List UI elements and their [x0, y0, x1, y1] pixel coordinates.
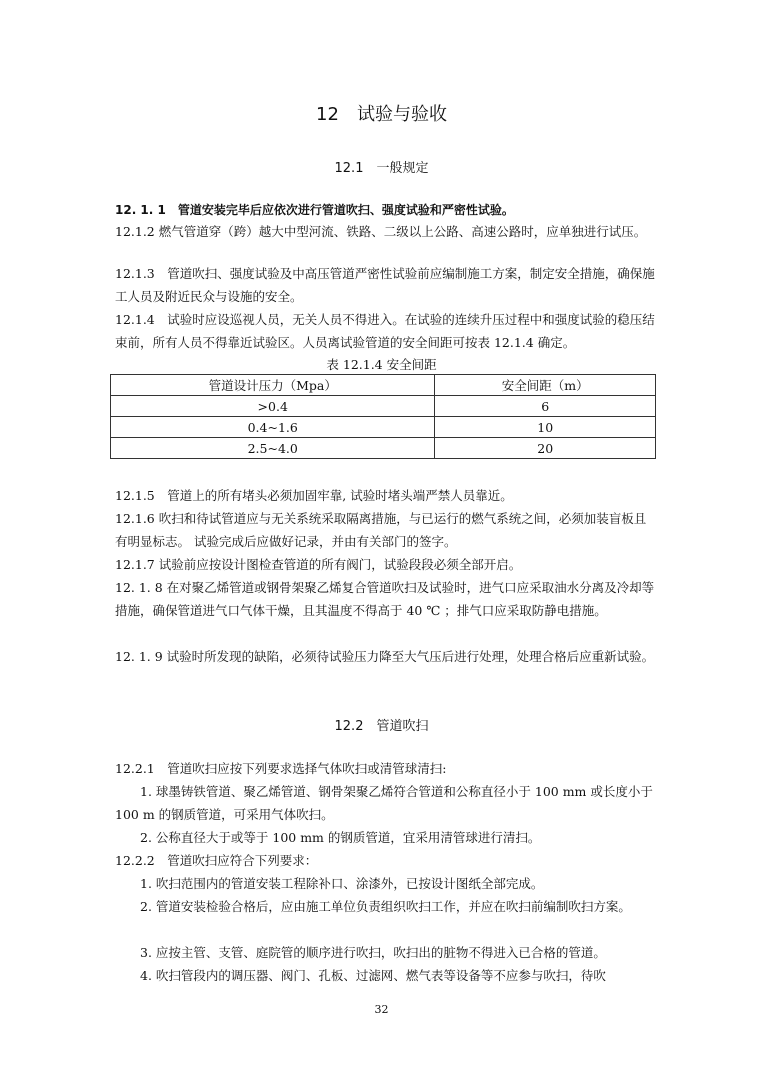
- clause-12-2-1-item-2: 2. 公称直径大于或等于 100 mm 的钢质管道，宜采用清管球进行清扫。: [140, 830, 541, 845]
- clause-12-1-4: 12.1.4 试验时应设巡视人员，无关人员不得进入。在试验的连续升压过程中和强度试验的稳压结束前，所有人员不得靠近试验区。人员离试验管道的安全间距可按表 12.1.4 确定。: [115, 312, 655, 350]
- cell-pressure: 2.5~4.0: [111, 438, 435, 459]
- clause-12-1-3: 12.1.3 管道吹扫、强度试验及中高压管道严密性试验前应编制施工方案，制定安全措施，确保施工人员及附近民众与设施的安全。: [115, 266, 655, 304]
- table-row: [111, 417, 656, 438]
- cell-pressure: 0.4~1.6: [111, 417, 435, 438]
- header-distance: 安全间距（m）: [435, 375, 656, 396]
- clause-12-2-1-item-1: 1. 球墨铸铁管道、聚乙烯管道、钢骨架聚乙烯符合管道和公称直径小于 100 mm 或长度小于 100 m 的钢质管道，可采用气体吹扫。: [115, 784, 653, 822]
- clause-12-2-2-item-1: 1. 吹扫范围内的管道安装工程除补口、涂漆外，已按设计图纸全部完成。: [140, 876, 544, 891]
- clause-12-1-5: 12.1.5 管道上的所有堵头必须加固牢靠, 试验时堵头端严禁人员靠近。: [115, 488, 513, 503]
- cell-distance: 10: [435, 417, 656, 438]
- cell-distance: 20: [435, 438, 656, 459]
- clause-12-1-9: 12. 1. 9 试验时所发现的缺陷，必须待试验压力降至大气压后进行处理，处理合格后应重新试验。: [115, 649, 655, 664]
- safety-distance-table: [110, 374, 656, 459]
- clause-12-2-2-item-4: 4. 吹扫管段内的调压器、阀门、孔板、过滤网、燃气表等设备等不应参与吹扫，待吹: [140, 968, 606, 983]
- table-row: [111, 438, 656, 459]
- table-caption: 表 12.1.4 安全间距: [326, 357, 437, 372]
- clause-12-2-1: 12.2.1 管道吹扫应按下列要求选择气体吹扫或清管球清扫:: [115, 761, 447, 776]
- cell-distance: 6: [435, 396, 656, 417]
- clause-12-2-2: 12.2.2 管道吹扫应符合下列要求：: [115, 853, 318, 868]
- clause-12-2-2-item-3: 3. 应按主管、支管、庭院管的顺序进行吹扫，吹扫出的脏物不得进入已合格的管道。: [140, 945, 606, 960]
- clause-12-1-1: 12. 1. 1 管道安装完毕后应依次进行管道吹扫、强度试验和严密性试验。: [115, 203, 514, 217]
- cell-pressure: >0.4: [111, 396, 435, 417]
- chapter-title: 12 试验与验收: [316, 104, 447, 125]
- clause-12-1-7: 12.1.7 试验前应按设计图检查管道的所有阀门，试验段段必须全部开启。: [115, 557, 522, 572]
- clause-12-2-2-item-2: 2. 管道安装检验合格后，应由施工单位负责组织吹扫工作，并应在吹扫前编制吹扫方案。: [140, 899, 631, 914]
- clause-12-1-6: 12.1.6 吹扫和待试管道应与无关系统采取隔离措施，与已运行的燃气系统之间，必须加装盲板且有明显标志。 试验完成后应做好记录，并由有关部门的签字。: [115, 511, 647, 549]
- table-header-row: [111, 375, 656, 396]
- section-title-12-1: 12.1 一般规定: [334, 161, 429, 176]
- section-title-12-2: 12.2 管道吹扫: [334, 719, 429, 734]
- page-number: 32: [374, 1003, 389, 1016]
- header-pressure: 管道设计压力（Mpa）: [111, 375, 435, 396]
- clause-12-1-8: 12. 1. 8 在对聚乙烯管道或钢骨架聚乙烯复合管道吹扫及试验时，进气口应采取油水分离及冷却等措施，确保管道进气口气体干燥，且其温度不得高于 40 ℃ ；排气口应采取防静电措施。: [115, 580, 655, 618]
- clause-12-1-2: 12.1.2 燃气管道穿（跨）越大中型河流、铁路、二级以上公路、高速公路时，应单独进行试压。: [115, 224, 647, 239]
- table-row: [111, 396, 656, 417]
